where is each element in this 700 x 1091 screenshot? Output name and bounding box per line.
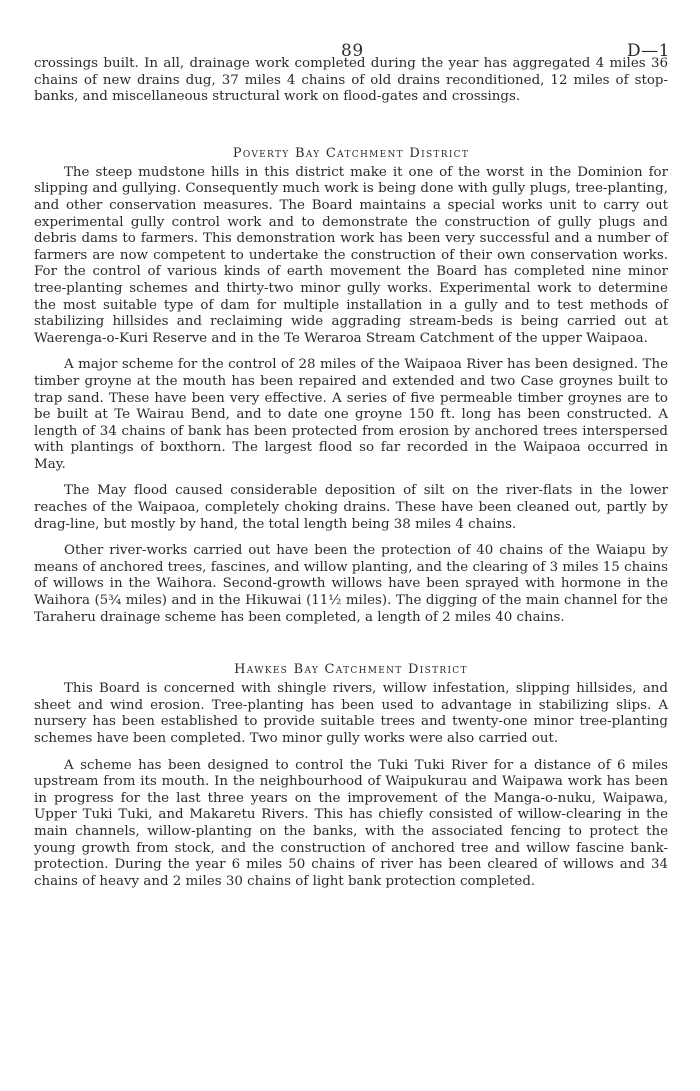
hawkes-bay-paragraph-1: This Board is concerned with shingle rivers, willow infestation, slipping hillsides, and sheet and wind erosion. Tree-planting has been used to advantage in stabilizing slips. A nursery has been established to provide suitable trees and twenty-one minor tree-planting schemes have been completed. Two minor gully works were also carried out.: [34, 681, 668, 746]
intro-paragraph: crossings built. In all, drainage work completed during the year has aggregated 4 miles 36 chains of new drains dug, 37 miles 4 chains of old drains reconditioned, 12 miles of stop-banks, and miscellaneous structural work on flood-gates and crossings.: [34, 56, 668, 105]
poverty-bay-paragraph-2: A major scheme for the control of 28 miles of the Waipaoa River has been designed. The timber groyne at the mouth has been repaired and extended and two Case groynes built to trap sand. These have been very effective. A series of five permeable timber groynes are to be built at Te Wairau Bend, and to date one groyne 150 ft. long has been constructed. A length of 34 chains of bank has been protected from erosion by anchored trees interspersed with plantings of boxthorn. The largest flood so far recorded in the Waipaoa occurred in May.: [34, 357, 668, 472]
page-header: [34, 0, 668, 62]
page-code: D—1: [627, 41, 670, 61]
poverty-bay-paragraph-1: The steep mudstone hills in this district make it one of the worst in the Dominion for slipping and gullying. Consequently much work is being done with gully plugs, tree-planting, and other conservation measures. The Board maintains a special works unit to carry out experimental gully control work and to demonstrate the construction of gully plugs and debris dams to farmers. This demonstration work has been very successful and a number of farmers are now competent to undertake the construction of their own conservation works. For the control of various kinds of earth movement the Board has completed nine minor tree-planting schemes and thirty-two minor gully works. Experimental work to determine the most suitable type of dam for multiple installation in a gully and to test methods of stabilizing hillsides and reclaiming wide aggrading stream-beds is being carried out at Waerenga-o-Kuri Reserve and in the Te Weraroa Stream Catchment of the upper Waipaoa.: [34, 164, 668, 346]
document-page: [34, 0, 668, 890]
page-number: 89: [341, 41, 364, 61]
poverty-bay-paragraph-3: The May flood caused considerable deposition of silt on the river-flats in the lower reaches of the Waipaoa, completely choking drains. These have been cleaned out, partly by drag-line, but mostly by hand, the total length being 38 miles 4 chains.: [34, 483, 668, 532]
hawkes-bay-heading: Hawkes Bay Catchment District: [234, 662, 468, 678]
hawkes-bay-paragraph-2: A scheme has been designed to control the Tuki Tuki River for a distance of 6 miles upstream from its mouth. In the neighbourhood of Waipukurau and Waipawa work has been in progress for the last three years on the improvement of the Manga-o-nuku, Waipawa, Upper Tuki Tuki, and Makaretu Rivers. This has chiefly consisted of willow-clearing in the main channels, willow-planting on the banks, with the associated fencing to protect the young growth from stock, and the construction of anchored tree and willow fascine bank-protection. During the year 6 miles 50 chains of river has been cleared of willows and 34 chains of heavy and 2 miles 30 chains of light bank protection completed.: [34, 757, 668, 889]
poverty-bay-paragraph-4: Other river-works carried out have been the protection of 40 chains of the Waiapu by means of anchored trees, fascines, and willow planting, and the clearing of 3 miles 15 chains of willows in the Waihora. Second-growth willows have been sprayed with hormone in the Waihora (5¾ miles) and in the Hikuwai (11½ miles). The digging of the main channel for the Taraheru drainage scheme has been completed, a length of 2 miles 40 chains.: [34, 543, 668, 625]
poverty-bay-heading: Poverty Bay Catchment District: [232, 145, 470, 161]
